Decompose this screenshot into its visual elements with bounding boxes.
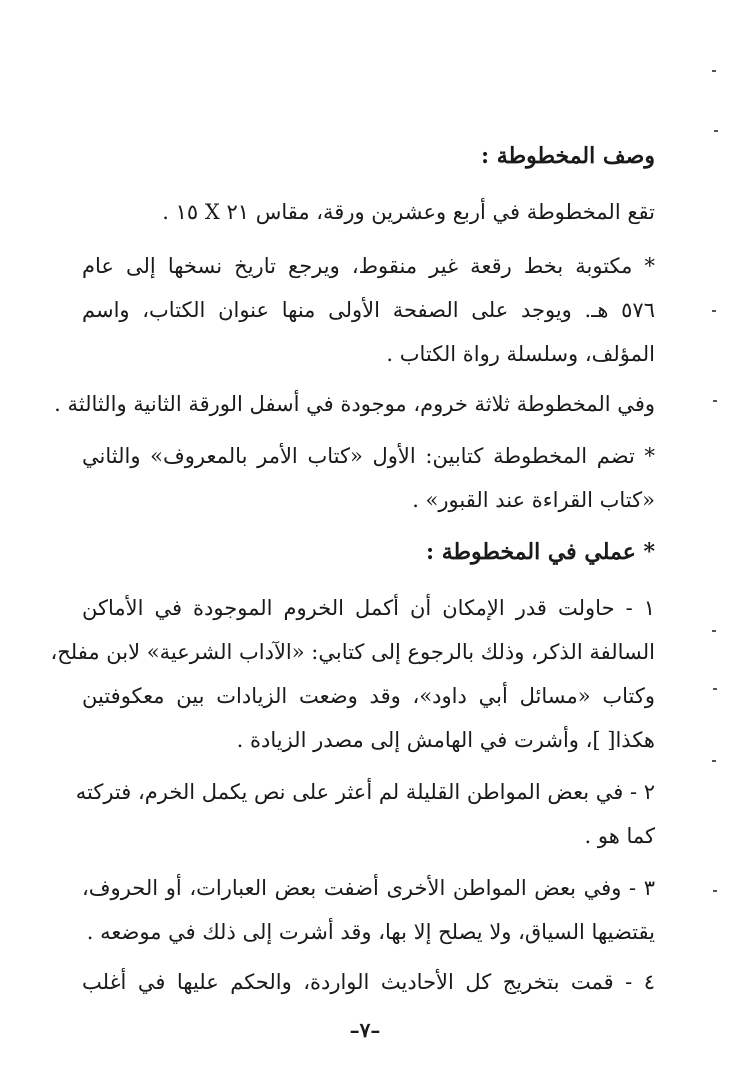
scan-speck xyxy=(713,400,717,402)
paragraph-line: كما هو . xyxy=(584,824,655,848)
paragraph-line: «كتاب القراءة عند القبور» . xyxy=(412,488,655,512)
scan-speck xyxy=(713,688,717,690)
scan-speck xyxy=(713,890,717,892)
paragraph-line: ١ - حاولت قدر الإمكان أن أكمل الخروم الموجودة في الأماكن xyxy=(82,596,655,620)
scan-speck xyxy=(712,70,716,72)
paragraph-line: وفي المخطوطة ثلاثة خروم، موجودة في أسفل الورقة الثانية والثالثة . xyxy=(54,392,655,416)
heading-manuscript-description: وصف المخطوطة : xyxy=(481,143,655,169)
scan-speck xyxy=(712,760,716,762)
paragraph-line: المؤلف، وسلسلة رواة الكتاب . xyxy=(386,342,655,366)
paragraph-line: السالفة الذكر، وذلك بالرجوع إلى كتابي: «الآداب الشرعية» لابن مفلح، xyxy=(50,640,655,664)
paragraph-line: وكتاب «مسائل أبي داود»، وقد وضعت الزيادات بين معكوفتين xyxy=(82,684,655,708)
paragraph-line: ٤ - قمت بتخريج كل الأحاديث الواردة، والحكم عليها في أغلب xyxy=(82,970,655,994)
paragraph-line: ٥٧٦ هـ. ويوجد على الصفحة الأولى منها عنوان الكتاب، واسم xyxy=(82,298,655,322)
paragraph-line: ٢ - في بعض المواطن القليلة لم أعثر على نص يكمل الخرم، فتركته xyxy=(75,780,655,804)
paragraph-line: * مكتوبة بخط رقعة غير منقوط، ويرجع تاريخ نسخها إلى عام xyxy=(82,254,655,278)
heading-my-work: * عملي في المخطوطة : xyxy=(425,539,655,565)
page-number: –٧– xyxy=(349,1018,381,1042)
paragraph-line: ٣ - وفي بعض المواطن الأخرى أضفت بعض العبارات، أو الحروف، xyxy=(82,876,655,900)
scan-speck xyxy=(712,310,716,312)
scan-speck xyxy=(712,630,716,632)
scan-speck xyxy=(714,130,718,132)
paragraph-line: يقتضيها السياق، ولا يصلح إلا بها، وقد أشرت إلى ذلك في موضعه . xyxy=(86,920,655,944)
paragraph-line: هكذا[ ]، وأشرت في الهامش إلى مصدر الزيادة . xyxy=(236,728,655,752)
paragraph-line: * تضم المخطوطة كتابين: الأول «كتاب الأمر بالمعروف» والثاني xyxy=(82,444,655,468)
paragraph-line: تقع المخطوطة في أربع وعشرين ورقة، مقاس ٢١ X ١٥ . xyxy=(162,200,655,224)
